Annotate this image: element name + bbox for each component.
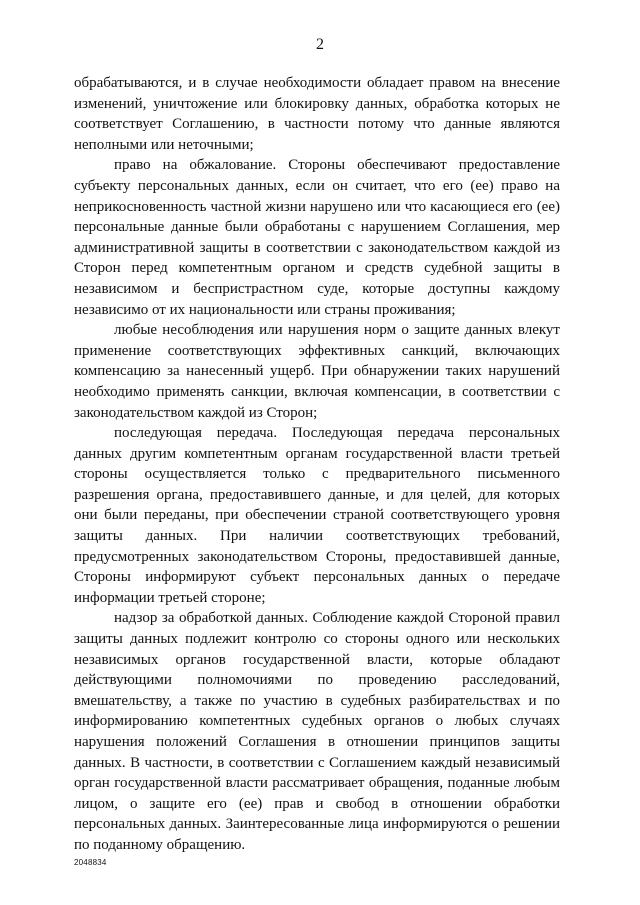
document-code: 2048834 bbox=[74, 858, 107, 867]
paragraph-onward-transfer: последующая передача. Последующая передача персональных данных другим компетентным органам государственной власти третьей стороны осуществляется только с предварительного письменного разрешения органа, предоставившего данные, и для целей, для которых они были переданы, при обеспечении страной соответствующего уровня защиты данных. При наличии соответствующих требований, предусмотренных законодательством Стороны, предоставившей данные, Стороны информируют субъект персональных данных о передаче информации третьей стороне; bbox=[74, 425, 560, 606]
paragraph-supervision: надзор за обработкой данных. Соблюдение каждой Стороной правил защиты данных подлежит контролю со стороны одного или нескольких независимых органов государственной власти, которые обладают действующими полномочиями по проведению расследований, вмешательству, а также по участию в судебных разбирательствах и по информированию компетентных судебных органов о любых случаях нарушения положений Соглашения в отношении принципов защиты данных. В частности, в соответствии с Соглашением каждый независимый орган государственной власти рассматривает обращения, поданные любым лицом, о защите его (ее) прав и свобод в отношении обработки персональных данных. Заинтересованные лица информируются о решении по поданному обращению. bbox=[74, 610, 560, 853]
paragraph-right-to-appeal: право на обжалование. Стороны обеспечивают предоставление субъекту персональных данных, если он считает, что его (ее) право на неприкосновенность частной жизни нарушено или что касающиеся его (ее) персональные данные были обработаны с нарушением Соглашения, мер административной защиты в соответствии с законодательством каждой из Сторон перед компетентным органом и средств судебной защиты в независимом и беспристрастном суде, которые доступны каждому независимо от их национальности или страны проживания; bbox=[74, 157, 560, 318]
page-number: 2 bbox=[316, 36, 324, 53]
paragraph-continuation: обрабатываются, и в случае необходимости обладает правом на внесение изменений, уничтожение или блокировку данных, обработка которых не соответствует Соглашению, в частности потому что данные являются неполными или неточными; bbox=[74, 75, 560, 153]
paragraph-sanctions: любые несоблюдения или нарушения норм о защите данных влекут применение соответствующих эффективных санкций, включающих компенсацию за нанесенный ущерб. При обнаружении таких нарушений необходимо применять санкции, включая компенсации, в соответствии с законодательством каждой из Сторон; bbox=[74, 322, 560, 421]
document-body bbox=[74, 73, 560, 856]
